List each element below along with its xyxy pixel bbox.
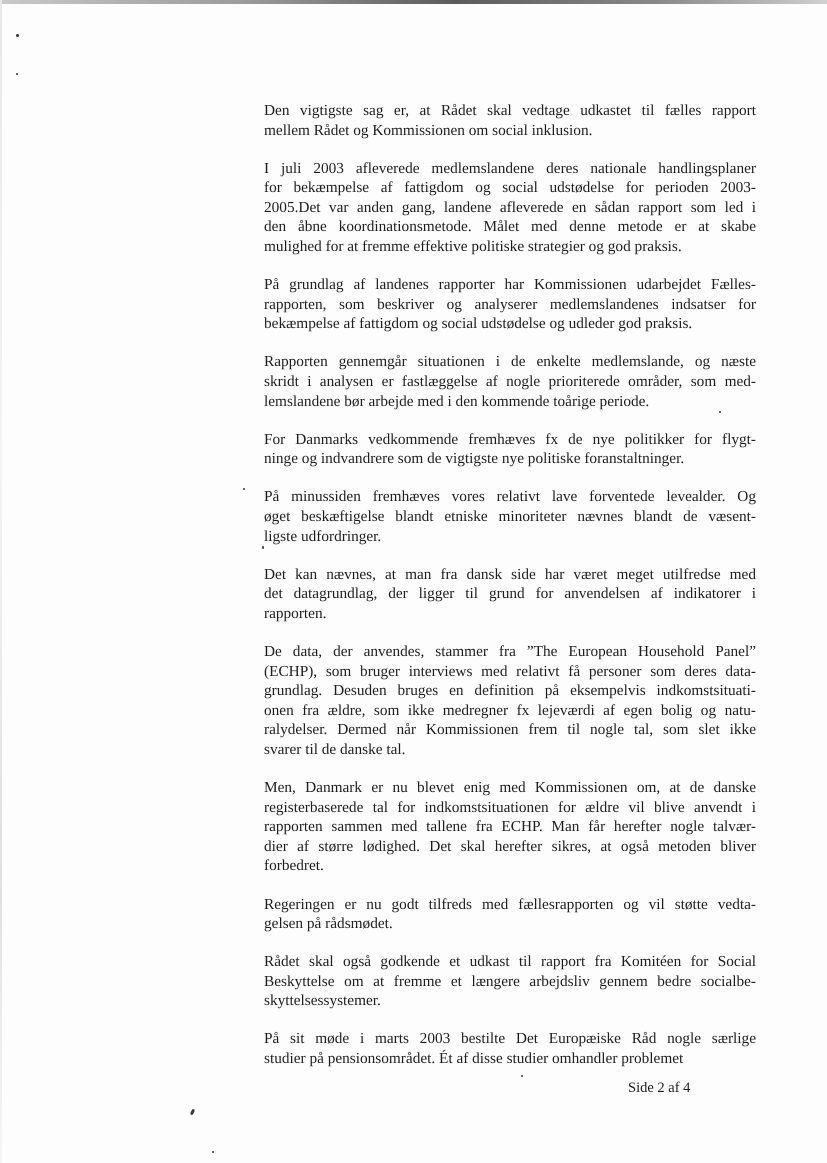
text-line: mulighed for at fremme effektive politiske strategier og god praksis. (264, 238, 682, 256)
text-line: ralydelser. Dermed når Kommissionen frem til nogle tal, som slet ikke (264, 721, 756, 739)
text-line: grundlag. Desuden bruges en definition på eksempelvis indkomstsituati- (264, 682, 756, 700)
text-line: registerbaserede tal for indkomstsituationen for ældre vil blive anvendt i (264, 798, 756, 816)
text-line: Beskyttelse om at fremme et længere arbejdsliv gennem bedre socialbe- (264, 972, 756, 990)
text-line: den åbne koordinationsmetode. Målet med denne metode er at skabe (264, 218, 756, 236)
text-line: rapporten, som beskriver og analyserer medlemslandenes indsatser for (264, 295, 756, 313)
text-line: mellem Rådet og Kommissionen om social inklusion. (264, 121, 593, 139)
body-paragraph (264, 1029, 756, 1068)
text-line: skridt i analysen er fastlæggelse af nogle prioriterede områder, som med- (264, 373, 756, 391)
text-line: På sit møde i marts 2003 bestilte Det Europæiske Råd nogle særlige (264, 1030, 756, 1048)
text-line: Men, Danmark er nu blevet enig med Kommissionen om, at de danske (264, 779, 756, 797)
text-line: det datagrundlag, der ligger til grund for anvendelsen af indikatorer i (264, 585, 756, 603)
text-line: øget beskæftigelse blandt etniske minoriteter nævnes blandt de væsent- (264, 508, 756, 525)
body-paragraph (264, 778, 756, 876)
scan-speck (212, 1151, 214, 1153)
body-paragraph (264, 487, 756, 546)
body-paragraph (264, 952, 756, 1011)
text-line: rapporten sammen med tallene fra ECHP. Man får herefter nogle talvær- (264, 818, 756, 836)
text-line: ninge og indvandrere som de vigtigste nye politiske foranstaltninger. (264, 450, 685, 468)
text-line: ligste udfordringer. (264, 527, 382, 545)
body-paragraph (264, 895, 756, 934)
text-line: På grundlag af landenes rapporter har Kommissionen udarbejdet Fælles- (264, 276, 756, 294)
scan-speck (243, 488, 245, 490)
text-line: 2005.Det var anden gang, landene afleverede en sådan rapport som led i (264, 198, 756, 216)
page-number-footer: Side 2 af 4 (628, 1080, 691, 1096)
body-paragraph (264, 275, 756, 334)
text-line: forbedret. (264, 857, 324, 875)
document-body (264, 101, 756, 1087)
body-paragraph (264, 352, 756, 411)
text-line: Regeringen er nu godt tilfreds med fællesrapporten og vil støtte vedta- (264, 895, 756, 913)
text-line: studier på pensionsområdet. Ét af disse studier omhandler problemet (264, 1050, 684, 1068)
body-paragraph (264, 101, 756, 140)
text-line: bekæmpelse af fattigdom og social udstødelse og udleder god praksis. (264, 315, 693, 333)
scan-speck (16, 73, 18, 75)
text-line: gelsen på rådsmødet. (264, 915, 393, 933)
scan-speck (190, 1109, 195, 1116)
text-line: for bekæmpelse af fattigdom og social udstødelse for perioden 2003- (264, 179, 756, 197)
scan-speck (16, 34, 19, 37)
scan-top-edge (0, 0, 827, 4)
text-line: Rådet skal også godkende et udkast til rapport fra Komitéen for Social (264, 953, 756, 971)
scan-left-edge (0, 0, 2, 1163)
text-line: På minussiden fremhæves vores relativt lave forventede levealder. Og (264, 488, 756, 506)
text-line: dier af større lødighed. Det skal herefter sikres, at også metoden bliver (264, 837, 756, 855)
text-line: skyttelsessystemer. (264, 992, 381, 1010)
body-paragraph (264, 430, 756, 469)
text-line: onen fra ældre, som ikke medregner fx lejeværdi af egen bolig og natu- (264, 701, 756, 719)
body-paragraph (264, 565, 756, 624)
body-paragraph (264, 159, 756, 257)
text-line: (ECHP), som bruger interviews med relativt få personer som deres data- (264, 662, 756, 680)
text-line: lemslandene bør arbejde med i den kommende toårige periode. (264, 392, 650, 410)
text-line: Rapporten gennemgår situationen i de enkelte medlemslande, og næste (264, 353, 756, 371)
text-line: svarer til de danske tal. (264, 740, 406, 758)
text-line: De data, der anvendes, stammer fra ”The European Household Panel” (264, 642, 756, 660)
text-line: Den vigtigste sag er, at Rådet skal vedtage udkastet til fælles rapport (264, 102, 756, 119)
text-line: For Danmarks vedkommende fremhæves fx de nye politikker for flygt- (264, 430, 756, 448)
text-line: I juli 2003 afleverede medlemslandene deres nationale handlingsplaner (264, 159, 756, 177)
text-line: rapporten. (264, 604, 327, 622)
text-line: Det kan nævnes, at man fra dansk side har været meget utilfredse med (264, 565, 756, 583)
body-paragraph (264, 642, 756, 760)
